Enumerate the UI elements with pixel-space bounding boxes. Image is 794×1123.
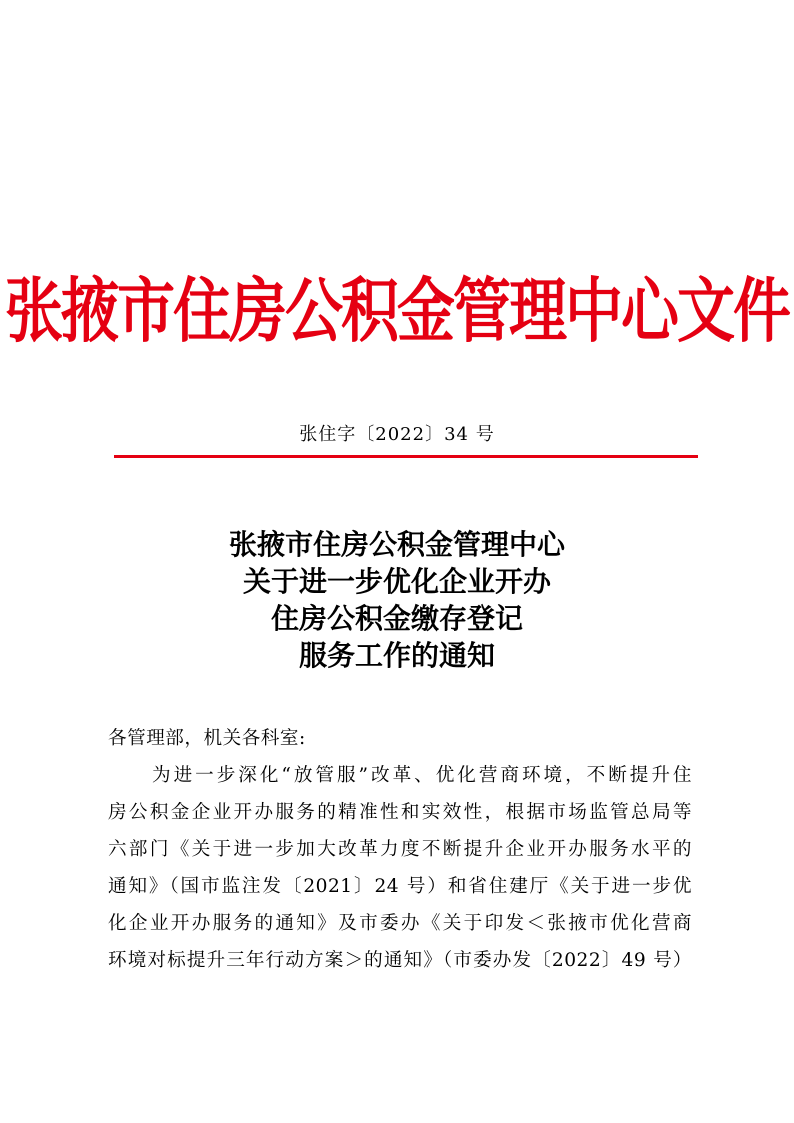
paragraph-line: 为进一步深化“放管服”改革、优化营商环境，不断提升住 (152, 765, 692, 786)
title-line-2: 关于进一步优化企业开办 (242, 565, 551, 598)
red-divider-line (114, 455, 698, 458)
paragraph-line: 房公积金企业开办服务的精准性和实效性，根据市场监管总局等 (108, 802, 692, 823)
paragraph-line: 六部门《关于进一步加大改革力度不断提升企业开办服务水平的 (108, 839, 692, 860)
salutation: 各管理部，机关各科室: (108, 728, 306, 749)
title-line-1: 张掖市住房公积金管理中心 (228, 528, 565, 561)
title-line-4: 服务工作的通知 (298, 639, 495, 672)
red-header-masthead: 张掖市住房公积金管理中心文件 (4, 272, 789, 351)
paragraph-line: 化企业开办服务的通知》及市委办《关于印发＜张掖市优化营商 (108, 913, 692, 934)
paragraph-line: 通知》（国市监注发〔2021〕24 号）和省住建厅《关于进一步优 (108, 876, 692, 897)
paragraph-line: 环境对标提升三年行动方案＞的通知》（市委办发〔2022〕49 号） (108, 950, 692, 971)
title-line-3: 住房公积金缴存登记 (270, 602, 523, 635)
document-number: 张住字〔2022〕34 号 (299, 424, 495, 445)
document-title (0, 526, 794, 674)
document-body (108, 720, 692, 979)
